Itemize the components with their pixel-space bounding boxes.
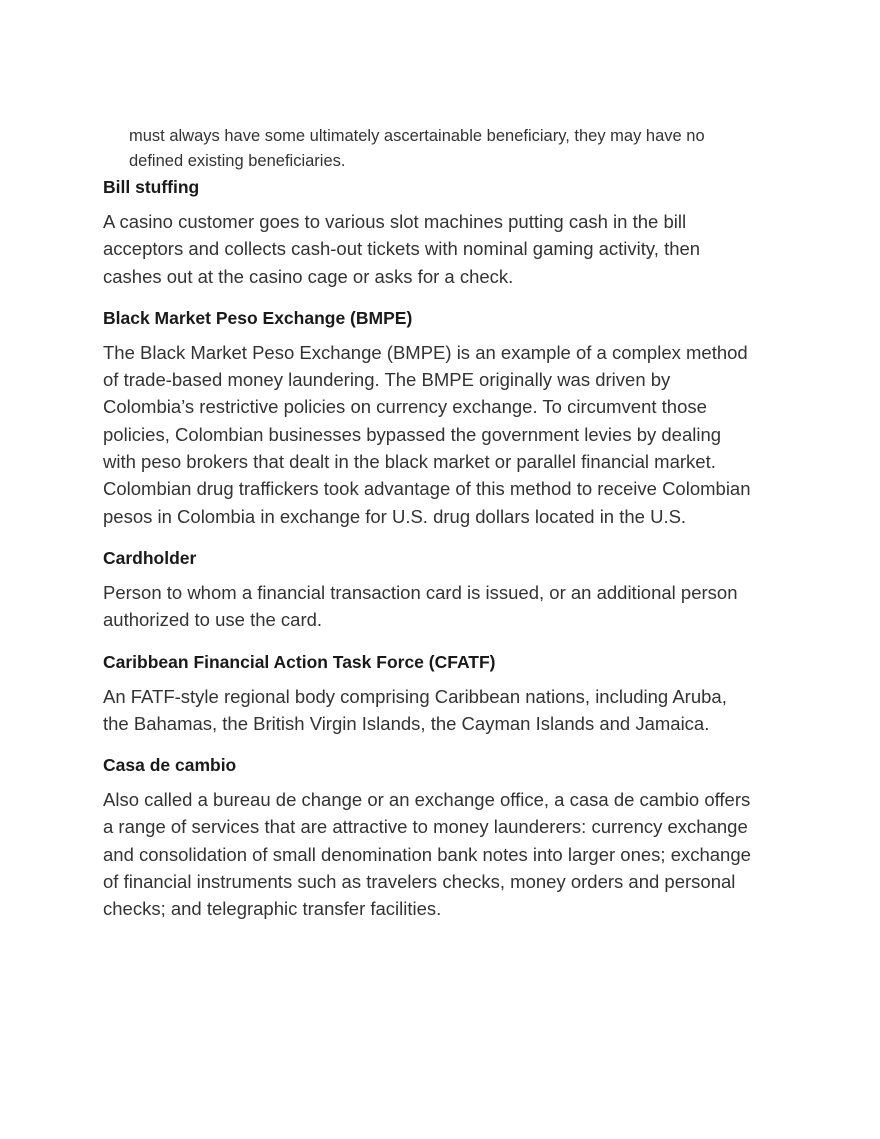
- glossary-entry-bmpe: [103, 305, 753, 530]
- term-definition: The Black Market Peso Exchange (BMPE) is an example of a complex method of trade-based money laundering. The BMPE originally was driven by Colombia’s restrictive policies on currency exchange. To circumvent those policies, Colombian businesses bypassed the government levies by dealing with peso brokers that dealt in the black market or parallel financial market. Colombian drug traffickers took advantage of this method to receive Colombian pesos in Colombia in exchange for U.S. drug dollars located in the U.S.: [103, 341, 751, 527]
- term-definition: Also called a bureau de change or an exchange office, a casa de cambio offers a range of services that are attractive to money launderers: currency exchange and consolidation of small denomination bank notes into larger ones; exchange of financial instruments such as travelers checks, money orders and personal checks; and telegraphic transfer facilities.: [103, 789, 751, 920]
- term-heading: Caribbean Financial Action Task Force (CFATF): [103, 651, 496, 672]
- term-heading: Black Market Peso Exchange (BMPE): [103, 307, 413, 328]
- term-definition: An FATF-style regional body comprising Caribbean nations, including Aruba, the Bahamas, the British Virgin Islands, the Cayman Islands and Jamaica.: [103, 685, 727, 734]
- continuation-paragraph: must always have some ultimately ascertainable beneficiary, they may have no defined existing beneficiaries.: [129, 126, 705, 170]
- term-definition: Person to whom a financial transaction card is issued, or an additional person authorized to use the card.: [103, 581, 738, 631]
- glossary-entry-bill-stuffing: [103, 174, 753, 290]
- glossary-entries: [103, 174, 753, 938]
- glossary-entry-casa-de-cambio: [103, 752, 753, 922]
- term-heading: Cardholder: [103, 547, 197, 568]
- term-definition: A casino customer goes to various slot machines putting cash in the bill acceptors and collects cash-out tickets with nominal gaming activity, then cashes out at the casino cage or asks for a check.: [103, 211, 701, 287]
- term-heading: Bill stuffing: [103, 177, 200, 197]
- glossary-entry-cardholder: [103, 545, 753, 634]
- glossary-entry-cfatf: [103, 649, 753, 738]
- term-heading: Casa de cambio: [103, 755, 237, 776]
